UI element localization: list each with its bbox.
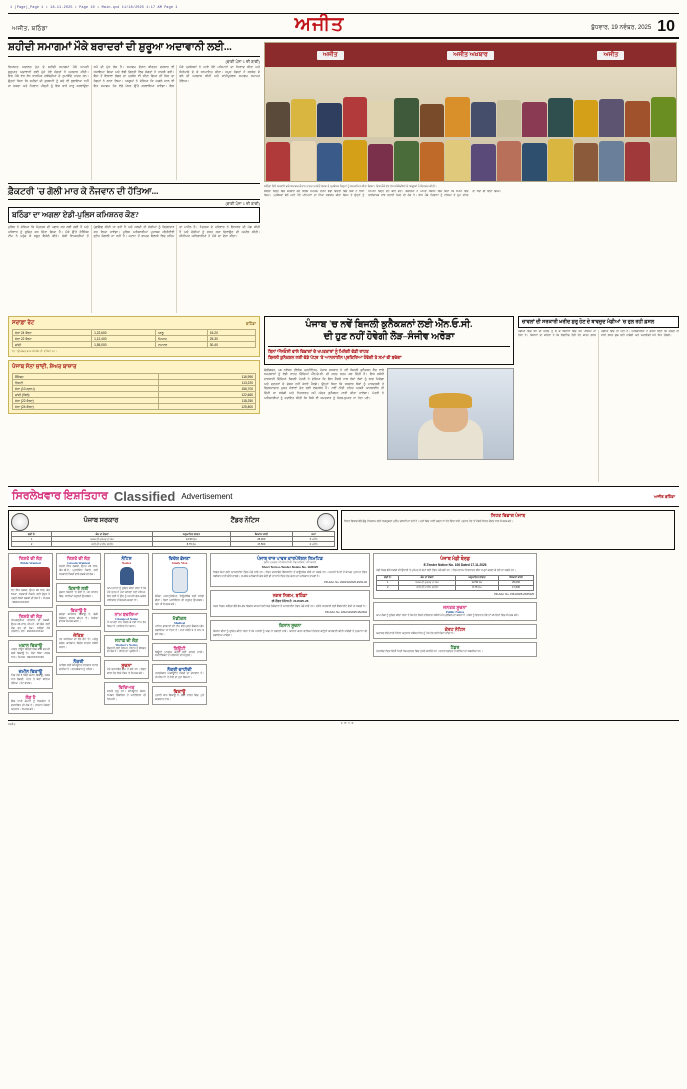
public-notice-subtitle: Public Notice bbox=[445, 609, 465, 614]
photo-stage-banners bbox=[265, 43, 676, 67]
market-box bbox=[8, 360, 260, 414]
public-notice-box[interactable] bbox=[373, 602, 537, 621]
classified-band bbox=[8, 486, 679, 507]
side-story bbox=[518, 316, 679, 482]
photo-crowd bbox=[265, 93, 676, 181]
classified-ad-title: ਵਿਦਿਅਕ bbox=[118, 685, 135, 691]
market-title: ਪੰਜਾਬ ਸੋਨਾ ਚਾਂਦੀ, ਸ਼ੇਅਰ ਬਾਜ਼ਾਰ bbox=[12, 364, 77, 371]
masthead-logo: ਅਜੀਤ bbox=[294, 14, 345, 35]
doctor-illustration-icon bbox=[172, 567, 188, 593]
mandi-r0c3: 25,000 bbox=[499, 580, 534, 585]
veg-row-1-value: 25-30 bbox=[207, 336, 255, 342]
farmer-body: ਕਿਸਾਨ ਵੀਰਾਂ ਨੂੰ ਸੂਚਿਤ ਕੀਤਾ ਜਾਂਦਾ ਹੈ ਕਿ ਪਰਾਲੀ ਨੂੰ ਅੱਗ ਨਾ ਲਗਾਈ ਜਾਵੇ। ਅਜਿਹਾ ਕਰਨ ਵਾਲਿਆਂ ਖ਼ਿਲਾਫ਼ ਕਾਨੂੰਨੀ ਕਾਰਵਾਈ ਕੀਤੀ ਜਾਵੇਗੀ ਤੇ ਜੁਰਮਾਨਾ ਵੀ ਲਗਾਇਆ ਜਾਵੇਗਾ। bbox=[213, 629, 367, 637]
gov-r1c2: 8.75 ਲੱਖ bbox=[153, 542, 230, 547]
classified-ad[interactable] bbox=[152, 553, 207, 610]
gov-r1c1: ਪਾਣੀ ਦੀ ਪਾਈਪ ਲਾਈਨ bbox=[52, 542, 153, 547]
mandi-r1c3: 17,500 bbox=[499, 585, 534, 590]
classified-title-english: Classified bbox=[113, 489, 176, 505]
classified-ad-body: ਇੱਕ ਨਾਮੀ ਕੰਪਨੀ ਨੂੰ ਸੇਲਜ਼ਮੈਨ ਤੇ ਡਰਾਈਵਰ ਦੀ ਲੋੜ ਹੈ। ਤਨਖ਼ਾਹ ਯੋਗਤਾ ਅਨੁਸਾਰ। ਸੰਪਰਕ ਕਰੋ। bbox=[11, 699, 50, 711]
classified-ad-body: ਦਾਖ਼ਲੇ ਸ਼ੁਰੂ ਹਨ। ਕੰਪਿਊਟਰ ਕੋਰਸ, ਸਪੋਕਨ ਇੰਗਲਿਸ਼ ਤੇ ਆਈਲੈਟਸ ਦੀ ਤਿਆਰੀ। bbox=[107, 690, 146, 701]
classified-ad[interactable] bbox=[56, 605, 101, 628]
classified-ad-title: ਜ਼ਮੀਨ ਵਿਕਾਊ bbox=[18, 669, 43, 675]
gov-ads-column-right bbox=[373, 553, 537, 717]
classified-ad-body: ਮੇਰੇ ਦਸਤਾਵੇਜ਼ ਗੁੰਮ ਹੋ ਗਏ ਹਨ। ਲੱਭਣ ਵਾਲਾ ਹੇਠ ਲਿਖੇ ਨੰਬਰ 'ਤੇ ਸੰਪਰਕ ਕਰੇ। bbox=[107, 668, 146, 676]
classified-ad-title: ਰਿਸ਼ਤੇ ਦੀ ਲੋੜ bbox=[18, 613, 43, 619]
masthead-date: ਬੁੱਧਵਾਰ, 19 ਨਵੰਬਰ, 2025 bbox=[591, 25, 652, 31]
classified-ad-body: ਖੱਤਰੀ ਸਿੱਖ ਲੜਕੀ, ਉਮਰ 25 ਸਾਲ, ਐੱਮ.ਬੀ.ਏ., ਪ੍ਰਾਈਵੇਟ ਨੌਕਰੀ, ਲਈ ਸਰਕਾਰੀ ਨੌਕਰੀ ਵਾਲੇ ਲੜਕੇ ਦੀ ਲੋੜ। bbox=[59, 565, 98, 576]
gold-row-0-label: ਸੋਨਾ 24 ਕੈਰਟ bbox=[13, 330, 92, 336]
lead-story bbox=[8, 42, 260, 313]
mandi-th-0: ਲੜੀ ਨੰ: bbox=[377, 575, 399, 580]
public-notice-title: ਜਨਤਕ ਸੂਚਨਾ bbox=[443, 604, 467, 610]
classified-ad[interactable] bbox=[8, 611, 53, 638]
classified-ad-body: ਜੱਟ ਸਿੱਖ ਲੜਕਾ, ਉਮਰ 28 ਸਾਲ, ਕੱਦ 5'10", ਸਰਕਾਰੀ ਨੌਕਰੀ, ਲਈ ਸੁੰਦਰ ਤੇ ਪੜ੍ਹੀ-ਲਿਖੀ ਲੜਕੀ ਦੀ ਲੋੜ ਹੈ। ਸੰਪਰਕ : 98XXXXXX07 bbox=[11, 589, 50, 604]
gov-r0c3: 25,000 bbox=[230, 537, 292, 542]
classified-ad-body: ਰਾਮਗੜ੍ਹੀਆ ਪਰਿਵਾਰ ਦੀ ਲੜਕੀ, ਉਮਰ 26 ਸਾਲ, ਐੱਮ.ਏ., ਬੀ.ਐੱਡ. ਲਈ ਯੋਗ ਵਰ ਦੀ ਲੋੜ। ਬਠਿੰਡਾ ਨੇੜੇ ਤਰਜੀਹ। ਫ਼ੋਨ : 94XXXXXX12 bbox=[11, 618, 50, 634]
classified-ad[interactable] bbox=[56, 553, 101, 580]
mandi-th-1: ਕੰਮ ਦਾ ਵੇਰਵਾ bbox=[399, 575, 455, 580]
market-row-5-label: ਸੋਨਾ (24 ਕੈਰਟ) bbox=[13, 404, 159, 410]
classified-ad-body: ਆਮ ਜਨਤਾ ਨੂੰ ਸੂਚਿਤ ਕੀਤਾ ਜਾਂਦਾ ਹੈ ਕਿ ਮੇਰੇ ਪੁੱਤਰ ਨੇ ਮੇਰਾ ਕਹਿਣਾ ਨਹੀਂ ਮੰਨਿਆ, ਇਸ ਲਈ ਮੈਂ ਉਸ ਨੂੰ ਆਪਣੀ ਚੱਲ-ਅਚੱਲ ਜਾਇਦਾਦ ਤੋਂ ਬੇਦਖ਼ਲ ਕਰਦਾ ਹਾਂ। bbox=[107, 587, 146, 602]
classified-ad-body: ਪੁਰਾਣੀ ਕਾਰ ਵਿਕਾਊ ਹੈ, ਚੰਗੀ ਹਾਲਤ ਵਿਚ, ਪੂਰੇ ਕਾਗ਼ਜ਼ਾਤ ਨਾਲ। bbox=[155, 694, 204, 702]
classified-ad-title: ਰਿਸ਼ਤੇ ਦੀ ਲੋੜ bbox=[66, 556, 91, 562]
classified-ad[interactable] bbox=[56, 656, 101, 675]
page-number: 10 bbox=[657, 18, 675, 35]
mandi-th-2: ਅਨੁਮਾਨਿਤ ਲਾਗਤ bbox=[455, 575, 498, 580]
tent-illustration-icon bbox=[11, 567, 50, 587]
feature-bullet-1: ਬਿਜਲੀ ਕੁਨੈਕਸ਼ਨ ਲਈ ਵੱਡੇ ਪੱਧਰ 'ਤੇ ਆਨਲਾਈਨ ਪ੍ਰਕਿਰਿਆ ਹੋਵੇਗੀ ਤੇ ਸਮਾਂ ਵੀ ਬਚੇਗਾ bbox=[268, 354, 402, 360]
classified-ad-subtitle: Study Visa bbox=[171, 561, 188, 566]
classified-ad-body: ਫੈਕਟਰੀ ਲਈ ਹੈਲਪਰ, ਫਿਟਰ ਤੇ ਵੈਲਡਰ ਦੀ ਲੋੜ ਹੈ। ਰਹਿਣ ਦਾ ਪ੍ਰਬੰਧ ਹੈ। bbox=[107, 646, 146, 654]
lead-body: ਸਿਆਸਤ ਅਦਾਲਤ ਪੁੱਤ ਦੇ ਸ਼ਹੀਦੀ ਸਮਾਗਮਾਂ ਮੌਕੇ ਆਪਣੀ ਸ਼ੁਰੂਆਤ ਅਦਾਵਾਨੀ ਲਈ ਪੁੱਜੇ ਹੋਏ ਸੰਗਤਾਂ ਨੇ ਅਰਦਾਸ ਕੀਤੀ। ਇਸ ਮੌਕੇ ਵੱਖ ਵੱਖ ਧਾਰਮਿਕ ਜਥੇਬੰਦੀਆਂ ਦੇ ਨੁਮਾਇੰਦੇ ਹਾਜ਼ਰ ਸਨ। ਉਨ੍ਹਾਂ ਕਿਹਾ ਕਿ ਸ਼ਹੀਦਾਂ ਦੀ ਕੁਰਬਾਨੀ ਨੂੰ ਕਦੇ ਵੀ ਭੁਲਾਇਆ ਨਹੀਂ ਜਾ ਸਕਦਾ ਅਤੇ ਨੌਜਵਾਨ ਪੀੜ੍ਹੀ ਨੂੰ ਇਸ ਬਾਰੇ ਜਾਣੂ ਕਰਵਾਉਣਾ ਸਮੇਂ ਦੀ ਮੁੱਖ ਲੋੜ ਹੈ। ਸਮਾਗਮ ਦੌਰਾਨ ਕੀਰਤਨ ਦਰਬਾਰ ਵੀ ਸਜਾਇਆ ਗਿਆ ਅਤੇ ਵੱਡੀ ਗਿਣਤੀ ਵਿਚ ਸੰਗਤਾਂ ਨੇ ਹਾਜ਼ਰੀ ਭਰੀ। ਇਸ ਤੋਂ ਇਲਾਵਾ ਲੰਗਰ ਦਾ ਪ੍ਰਬੰਧ ਵੀ ਕੀਤਾ ਗਿਆ ਸੀ ਜਿਸ ਦਾ ਸੰਗਤਾਂ ਨੇ ਲਾਹਾ ਲਿਆ। ਆਗੂਆਂ ਨੇ ਦੱਸਿਆ ਕਿ ਅਗਲੇ ਸਾਲ ਵੀ ਇਹ ਸਮਾਗਮ ਹੋਰ ਵੱਡੇ ਪੱਧਰ ਉੱਤੇ ਕਰਵਾਇਆ ਜਾਵੇਗਾ। ਇਸ ਮੌਕੇ ਪ੍ਰਬੰਧਕਾਂ ਨੇ ਆਏ ਹੋਏ ਮਹਿਮਾਨਾਂ ਦਾ ਧੰਨਵਾਦ ਕੀਤਾ ਅਤੇ ਸਿਰੋਪਾਓ ਦੇ ਕੇ ਸਨਮਾਨਿਤ ਕੀਤਾ। ਸਮੂਹ ਸੰਗਤਾਂ ਨੇ ਸਰਬੱਤ ਦੇ ਭਲੇ ਦੀ ਅਰਦਾਸ ਕੀਤੀ ਅਤੇ ਸ਼ਾਂਤੀਪੂਰਵਕ ਸਮਾਗਮ ਸਮਾਪਤ ਹੋਇਆ। bbox=[8, 65, 260, 88]
gov-notice-table bbox=[11, 531, 335, 547]
classified-ad-title: ਨਾਮ ਬਦਲਿਆ bbox=[114, 611, 139, 617]
veg-row-0-value: 15-20 bbox=[207, 330, 255, 336]
veg-row-0-label: ਆਲੂ bbox=[156, 330, 208, 336]
footer-left: ਅਜੀਤ bbox=[8, 722, 16, 727]
classified-ad-body: ਹਰ ਸਮੱਸਿਆ ਦਾ ਹੱਲ ਫ਼ੋਨ 'ਤੇ। ਘਰੇਲੂ ਕਲੇਸ਼, ਕਾਰੋਬਾਰ, ਵਿਦੇਸ਼ ਯਾਤਰਾ ਸਬੰਧੀ ਸਲਾਹ। bbox=[59, 638, 98, 650]
veg-row-2-value: 30-40 bbox=[207, 342, 255, 348]
pspcl-footer: PR-Advt. No. 2018/12/2025-26/01-02 bbox=[324, 580, 367, 584]
classified-ad-body: ਆਫ਼ਿਸ ਲਈ ਕੰਪਿਊਟਰ ਜਾਣਕਾਰ ਸਟਾਫ਼ ਚਾਹੀਦਾ ਹੈ। ਤਜਰਬੇਕਾਰ ਨੂੰ ਪਹਿਲ। bbox=[59, 664, 98, 671]
mandi-r1c1: ਪਾਣੀ ਦੀ ਪਾਈਪ ਲਾਈਨ bbox=[399, 585, 455, 590]
classified-ad[interactable] bbox=[104, 660, 149, 679]
classified-ad-title: ਵਿਕਾਊ ਹੈ bbox=[70, 607, 87, 613]
gold-rate-box bbox=[8, 316, 260, 357]
feature-bullet-0: ਬਿਨਾਂ ਐੱਨਓਸੀ ਵਾਲੇ ਵਿਭਾਗਾਂ ਦੇ ਖਪਤਕਾਰਾਂ ਨੂੰ ਮਿਲੇਗੀ ਵੱਡੀ ਰਾਹਤ bbox=[268, 348, 369, 354]
classified-ad-body: ਮਾਹਿਰ ਡਾਕਟਰਾਂ ਦੀ ਟੀਮ ਵੱਲੋਂ ਮੁਫ਼ਤ ਚੈੱਕਅੱਪ ਕੈਂਪ ਲਗਾਇਆ ਜਾ ਰਿਹਾ ਹੈ। ਸਮਾਂ ਸਵੇਰੇ 9 ਤੋਂ ਸ਼ਾਮ 5 ਵਜੇ ਤੱਕ। bbox=[155, 624, 204, 636]
masthead bbox=[8, 13, 679, 39]
pspcl-notice-number: Short Term e-Tender Notice No. 19/2025 bbox=[261, 565, 319, 570]
classified-ad[interactable] bbox=[56, 630, 101, 653]
gold-row-2-value: 1,55,000 bbox=[92, 342, 156, 348]
gov-r1c4: 2 ਮਹੀਨੇ bbox=[293, 542, 335, 547]
market-row-5-value: 125,800 bbox=[158, 404, 256, 410]
classified-ad-title: ਕਿਰਾਏ ਲਈ bbox=[68, 585, 89, 591]
rates-block bbox=[8, 316, 260, 482]
classified-ad[interactable] bbox=[104, 553, 149, 606]
classified-ad-body: ਮਾਡਲ ਟਾਊਨ ਬਠਿੰਡਾ ਵਿਚ 250 ਗਜ਼ ਦੀ ਕੋਠੀ ਵਿਕਾਊ ਹੈ। ਸੌਦਾ ਸਿੱਧਾ ਮਾਲਕ ਨਾਲ। ਸੰਪਰਕ : 99XXXXXX45 bbox=[11, 648, 50, 660]
color-bars-label: C M Y K bbox=[340, 722, 354, 726]
classified-ad[interactable] bbox=[8, 553, 53, 608]
pspcl-subheading: (ਰਜਿ: ਦਫ਼ਤਰ: ਪੀ.ਐੱਸ.ਈ.ਬੀ. ਹੈੱਡ ਆਫ਼ਿਸ, ਪਟਿਆਲਾ) bbox=[263, 561, 317, 565]
classified-ad[interactable] bbox=[152, 664, 207, 683]
mandi-heading: ਪੰਜਾਬ ਮੰਡੀ ਬੋਰਡ bbox=[440, 557, 470, 563]
mandi-r1c2: 8.75 ਲੱਖ bbox=[455, 585, 498, 590]
classified-ad[interactable] bbox=[56, 583, 101, 602]
top-section bbox=[8, 42, 679, 313]
classified-ad-title: ਸਟਾਫ਼ ਦੀ ਲੋੜ bbox=[114, 637, 139, 643]
photo-block bbox=[264, 42, 677, 313]
mid-section bbox=[8, 316, 679, 482]
page-footer bbox=[8, 720, 679, 726]
gov-ad-farmer[interactable] bbox=[210, 620, 370, 641]
gov-ad-mandi[interactable] bbox=[373, 553, 537, 599]
gov-r0c1: ਸੜਕ ਦੀ ਮੁਰੰਮਤ ਦਾ ਕੰਮ bbox=[52, 537, 153, 542]
lead-headline: ਸ਼ਹੀਦੀ ਸਮਾਗਮਾਂ ਮੌਕੇ ਬਰਾਦਰਾਂ ਦੀ ਸ਼ੁਰੂਆ ਅਦਾਵਾਨੀ ਲਈ... bbox=[8, 42, 260, 57]
classified-corner-label: ਅਜੀਤ ਬਠਿੰਡਾ bbox=[653, 494, 675, 500]
table-row bbox=[377, 585, 534, 590]
banner-center: ਅਜੀਤ ਅਖ਼ਬਾਰ bbox=[447, 51, 494, 60]
market-row-3-label: ਚਾਂਦੀ (ਕਿਲੋ) bbox=[13, 392, 159, 398]
municipal-notice-number: ਈ-ਟੈਂਡਰ ਨੋਟਿਸ ਨੰ: 21/2025-26 bbox=[271, 598, 309, 603]
gov-ad-health-body: ਸਿਹਤ ਵਿਭਾਗ ਵੱਲੋਂ ਡੇਂਗੂ ਤੋਂ ਬਚਾਅ ਲਈ ਜਾਗਰੂਕਤਾ ਮੁਹਿੰਮ ਚਲਾਈ ਜਾ ਰਹੀ ਹੈ। ਘਰਾਂ ਵਿਚ ਪਾਣੀ ਖੜ੍ਹਾ ਨਾ ਹੋਣ ਦਿੱਤਾ ਜਾਵੇ। ਬੁਖ਼ਾਰ ਹੋਣ 'ਤੇ ਨੇੜਲੇ ਸਿਹਤ ਕੇਂਦਰ ਨਾਲ ਸੰਪਰਕ ਕਰੋ। bbox=[344, 520, 513, 524]
market-row-2-label: ਸੋਨਾ (10 ਗ੍ਰਾਮ) bbox=[13, 386, 159, 392]
classified-title-punjabi: ਸਿਰਲੇਖਵਾਰ ਇਸ਼ਤਿਹਾਰ bbox=[12, 490, 108, 503]
banner-left: ਅਜੀਤ bbox=[317, 51, 344, 60]
classified-ad-body: ਤਜਰਬੇਕਾਰ ਅਕਾਊਂਟੈਂਟ ਨੌਕਰੀ ਦਾ ਚਾਹਵਾਨ ਹੈ। ਜੀ.ਐੱਸ.ਟੀ. ਤੇ ਟੈਲੀ ਦਾ ਪੂਰਾ ਗਿਆਨ। bbox=[155, 672, 204, 680]
municipal-footer: PR-Advt. No. 1812/12/2025-26/2304 bbox=[325, 610, 367, 614]
gov-r0c0: 1 bbox=[12, 537, 52, 542]
classified-ad-title: ਜੋਤਿਸ਼ bbox=[73, 633, 84, 639]
classified-ad-subtitle: Worker's Notice bbox=[115, 642, 138, 647]
mandi-notice-number: E-Tender Notice No. 106 Dated 17.11.2025 bbox=[423, 563, 487, 568]
classified-ad-body: ਪਿੰਡ ਨੇੜੇ 5 ਕਿੱਲੇ ਜ਼ਮੀਨ ਵਿਕਾਊ, ਸੜਕ ਨਾਲ ਲੱਗਦੀ, ਮੋਟਰ ਤੇ ਕੋਠਾ ਬਣਿਆ ਹੋਇਆ। ਰੇਟ ਵਾਜਬ। bbox=[11, 674, 50, 685]
classified-ad-title: ਨੌਕਰੀ ਚਾਹੀਦੀ bbox=[167, 667, 192, 673]
table-row bbox=[12, 542, 335, 547]
second-box-headline: ਬਠਿੰਡਾ ਦਾ ਅਗਲਾ ਏਡੀ-ਪੁਲਿਸ ਕਮਿਸ਼ਨਰ ਕੌਣ? bbox=[8, 207, 260, 223]
feature-portrait bbox=[387, 368, 514, 460]
veg-row-1-label: ਪਿਆਜ਼ bbox=[156, 336, 208, 342]
classified-column-4 bbox=[152, 553, 207, 717]
classified-column-3 bbox=[104, 553, 149, 717]
print-slug-text: 1 (Page)_Page 1 • 18-11-2025 • Page 10 • Main.qxd 11/18/2025 1:17 AM Page 1 bbox=[10, 6, 178, 10]
mandi-r0c0: 1 bbox=[377, 580, 399, 585]
classified-ad[interactable] bbox=[152, 686, 207, 705]
court-notice-body: ਅਦਾਲਤ ਵੱਲੋਂ ਜਾਰੀ ਨੋਟਿਸ ਅਨੁਸਾਰ ਸਬੰਧਤ ਧਿਰ ਨੂੰ ਪੇਸ਼ ਹੋਣ ਲਈ ਕਿਹਾ ਜਾਂਦਾ ਹੈ। bbox=[376, 631, 455, 635]
second-body: ਪੁਲਿਸ ਨੇ ਦੱਸਿਆ ਕਿ ਮ੍ਰਿਤਕ ਦੀ ਪਛਾਣ ਕਰ ਲਈ ਗਈ ਹੈ ਅਤੇ ਪਰਿਵਾਰ ਨੂੰ ਸੂਚਿਤ ਕਰ ਦਿੱਤਾ ਗਿਆ ਹੈ। ਮੌਕੇ ਉੱਤੇ ਫੋਰੈਂਸਿਕ ਟੀਮ ਨੇ ਪਹੁੰਚ ਕੇ ਸਬੂਤ ਇਕੱਠੇ ਕੀਤੇ। ਸ਼ੱਕੀ ਵਿਅਕਤੀਆਂ ਤੋਂ ਪੁੱਛਗਿੱਛ ਕੀਤੀ ਜਾ ਰਹੀ ਹੈ ਅਤੇ ਜਲਦੀ ਹੀ ਦੋਸ਼ੀਆਂ ਨੂੰ ਗ੍ਰਿਫ਼ਤਾਰ ਕਰ ਲਿਆ ਜਾਵੇਗਾ। ਪੁਲਿਸ ਅਧਿਕਾਰੀਆਂ ਮੁਤਾਬਕ ਸੀਸੀਟੀਵੀ ਫੁਟੇਜ ਖੰਗਾਲੀ ਜਾ ਰਹੀ ਹੈ। ਘਟਨਾ ਤੋਂ ਬਾਅਦ ਇਲਾਕੇ ਵਿਚ ਸਹਿਮ ਦਾ ਮਾਹੌਲ ਹੈ। ਮ੍ਰਿਤਕ ਦੇ ਪਰਿਵਾਰ ਨੇ ਇਨਸਾਫ਼ ਦੀ ਮੰਗ ਕੀਤੀ ਹੈ ਅਤੇ ਦੋਸ਼ੀਆਂ ਨੂੰ ਸਖ਼ਤ ਸਜ਼ਾ ਦਿਵਾਉਣ ਦੀ ਅਪੀਲ ਕੀਤੀ। ਸੀਨੀਅਰ ਅਧਿਕਾਰੀਆਂ ਨੇ ਮੌਕੇ ਦਾ ਦੌਰਾ ਕੀਤਾ। bbox=[8, 225, 260, 239]
photo-caption: ਬਠਿੰਡਾ ਵਿਖੇ ਕਰਵਾਏ ਗਏ ਸਮਾਗਮ ਦੌਰਾਨ ਹਾਜ਼ਰ ਪਤਵੰਤੇ ਸੱਜਣ ਤੇ ਪ੍ਰਬੰਧਕ ਜਿਨ੍ਹਾਂ ਨੂੰ ਸਨਮਾਨਿਤ ਕੀਤਾ ਗਿਆ। ਇਸ ਮੌਕੇ ਵੱਖ ਵੱਖ ਜਥੇਬੰਦੀਆਂ ਦੇ ਆਗੂਆਂ ਨੇ ਸ਼ਿਰਕਤ ਕੀਤੀ। bbox=[264, 184, 437, 188]
masthead-edition: ਅਜੀਤ, ਬਠਿੰਡਾ bbox=[12, 26, 48, 32]
gold-row-2-label: ਚਾਂਦੀ bbox=[13, 342, 92, 348]
veg-row-2-label: ਟਮਾਟਰ bbox=[156, 342, 208, 348]
classified-ad[interactable] bbox=[104, 635, 149, 658]
lead-kicker: (ਬਾਕੀ ਪੰਨਾ 1 ਦੀ ਬਾਕੀ) bbox=[225, 59, 260, 65]
classified-ad[interactable] bbox=[104, 609, 149, 632]
side-body: ਮੰਡੀਆਂ ਵਿਚ ਝੋਨੇ ਦੀ ਖ਼ਰੀਦ ਨੂੰ ਲੈ ਕੇ ਕਿਸਾਨਾਂ ਵਿਚ ਰੋਸ ਪਾਇਆ ਜਾ ਰਿਹਾ ਹੈ। ਕਿਸਾਨਾਂ ਦਾ ਕਹਿਣਾ ਹੈ ਕਿ ਲਿਫ਼ਟਿੰਗ ਹੌਲੀ ਹੋਣ ਕਾਰਨ ਫ਼ਸਲ ਮੰਡੀਆਂ ਵਿਚ ਹੀ ਪਈ ਹੈ। ਅਧਿਕਾਰੀਆਂ ਨੇ ਭਰੋਸਾ ਦਿੱਤਾ ਕਿ ਜਲਦੀ ਹੀ ਸਾਰੀ ਫ਼ਸਲ ਚੁੱਕ ਲਈ ਜਾਵੇਗੀ ਅਤੇ ਅਦਾਇਗੀ ਸਮੇਂ ਸਿਰ ਹੋਵੇਗੀ। bbox=[518, 330, 679, 337]
market-row-2-value: 156,700 bbox=[158, 386, 256, 392]
mandi-footer: PR-Advt. No. 1561/2025-26/05125 bbox=[494, 592, 534, 596]
classified-ad[interactable] bbox=[152, 613, 207, 640]
market-row-1-value: 113,220 bbox=[158, 380, 256, 386]
classified-ad-title: ਮਕਾਨ ਵਿਕਾਊ bbox=[18, 643, 43, 649]
second-headline: ਫ਼ੈਕਟਰੀ 'ਚ ਗੋਲੀ ਮਾਰ ਕੇ ਨੌਜਵਾਨ ਦੀ ਹੱਤਿਆ... bbox=[8, 183, 260, 200]
classified-ad-title: ਵਿਕਾਊ bbox=[173, 689, 186, 695]
gov-r0c4: 3 ਮਹੀਨੇ bbox=[293, 537, 335, 542]
gov-title-left: ਪੰਜਾਬ ਸਰਕਾਰ bbox=[83, 516, 119, 524]
farmer-heading: ਕਿਸਾਨ ਸੂਚਨਾ bbox=[278, 622, 302, 628]
classified-ad-title: ਰਿਸ਼ਤੇ ਦੀ ਲੋੜ bbox=[18, 556, 43, 562]
classified-column-1 bbox=[8, 553, 53, 717]
second-kicker: (ਬਾਕੀ ਪੰਨਾ 1 ਦੀ ਬਾਕੀ) bbox=[225, 201, 260, 207]
feature-body: ਚੰਡੀਗੜ੍ਹ, 18 ਨਵੰਬਰ (ਵਿਸ਼ੇਸ਼ ਪ੍ਰਤੀਨਿਧ)- ਪੰਜਾਬ ਸਰਕਾਰ ਨੇ ਨਵੇਂ ਬਿਜਲੀ ਕੁਨੈਕਸ਼ਨ ਲੈਣ ਵਾਲੇ ਖਪਤਕਾਰਾਂ ਨੂੰ ਵੱਡੀ ਰਾਹਤ ਦਿੰਦਿਆਂ ਐੱਨ.ਓ.ਸੀ. ਦੀ ਸ਼ਰਤ ਖ਼ਤਮ ਕਰ ਦਿੱਤੀ ਹੈ। ਇਸ ਸਬੰਧੀ ਜਾਣਕਾਰੀ ਦਿੰਦਿਆਂ ਬਿਜਲੀ ਮੰਤਰੀ ਨੇ ਦੱਸਿਆ ਕਿ ਇਸ ਫ਼ੈਸਲੇ ਨਾਲ ਲੱਖਾਂ ਲੋਕਾਂ ਨੂੰ ਲਾਭ ਮਿਲੇਗਾ ਅਤੇ ਦਫ਼ਤਰਾਂ ਦੇ ਚੱਕਰ ਨਹੀਂ ਕੱਟਣੇ ਪੈਣਗੇ। ਉਨ੍ਹਾਂ ਕਿਹਾ ਕਿ ਸਰਕਾਰ ਲੋਕਾਂ ਨੂੰ ਪਾਰਦਰਸ਼ੀ ਤੇ ਭ੍ਰਿਸ਼ਟਾਚਾਰ ਮੁਕਤ ਸੇਵਾਵਾਂ ਦੇਣ ਲਈ ਵਚਨਬੱਧ ਹੈ। ਨਵੀਂ ਨੀਤੀ ਤਹਿਤ ਅਰਜ਼ੀ ਆਨਲਾਈਨ ਹੀ ਦਿੱਤੀ ਜਾ ਸਕੇਗੀ ਅਤੇ ਨਿਰਧਾਰਤ ਸਮੇਂ ਅੰਦਰ ਕੁਨੈਕਸ਼ਨ ਜਾਰੀ ਕੀਤਾ ਜਾਵੇਗਾ। ਮੰਤਰੀ ਨੇ ਅਧਿਕਾਰੀਆਂ ਨੂੰ ਹਦਾਇਤ ਕੀਤੀ ਕਿ ਕਿਸੇ ਵੀ ਖਪਤਕਾਰ ਨੂੰ ਖੱਜਲ-ਖੁਆਰ ਨਾ ਹੋਣਾ ਪਵੇ। bbox=[264, 367, 384, 400]
gov-ad-health-heading: ਸਿਹਤ ਵਿਭਾਗ ਪੰਜਾਬ bbox=[490, 513, 526, 519]
classified-ad-title: ਨੋਟਿਸ bbox=[121, 556, 132, 562]
gov-r0c2: 12.50 ਲੱਖ bbox=[153, 537, 230, 542]
classified-ad-title: ਸੂਚਨਾ bbox=[121, 663, 132, 669]
classified-ad-body: ਕੈਨੇਡਾ, ਆਸਟ੍ਰੇਲੀਆ, ਨਿਊਜ਼ੀਲੈਂਡ ਲਈ ਸਟੱਡੀ ਵੀਜ਼ਾ। ਬਿਨਾਂ ਆਈਲੈਟਸ ਵੀ ਸਹੂਲਤ ਉਪਲਬਧ। ਅੱਜ ਹੀ ਸੰਪਰਕ ਕਰੋ। bbox=[155, 595, 204, 606]
classified-ad[interactable] bbox=[8, 692, 53, 715]
market-row-4-label: ਸੋਨਾ (22 ਕੈਰਟ) bbox=[13, 398, 159, 404]
pspcl-body: ਸਿਵਲ ਕੰਮਾਂ ਲਈ ਆਨਲਾਈਨ ਟੈਂਡਰ ਮੰਗੇ ਜਾਂਦੇ ਹਨ। ਟੈਂਡਰ ਦਸਤਾਵੇਜ਼ ਵੈੱਬਸਾਈਟ ਤੋਂ ਡਾਊਨਲੋਡ ਕੀਤੇ ਜਾ ਸਕਦੇ ਹਨ। ਆਖ਼ਰੀ ਮਿਤੀ ਤੋਂ ਬਾਅਦ ਪ੍ਰਾਪਤ ਟੈਂਡਰ ਸਵੀਕਾਰ ਨਹੀਂ ਕੀਤੇ ਜਾਣਗੇ। ਸਮਰੱਥ ਅਧਿਕਾਰੀ ਕੋਲ ਕੋਈ ਵੀ ਜਾਂ ਸਾਰੇ ਟੈਂਡਰ ਰੱਦ ਕਰਨ ਦਾ ਅਧਿਕਾਰ ਰਾਖਵਾਂ ਹੈ। bbox=[213, 571, 367, 578]
gold-row-0-value: 1,22,600 bbox=[92, 330, 156, 336]
mandi-body: ਮੰਡੀ ਬੋਰਡ ਵੱਲੋਂ ਸੜਕਾਂ ਦੀ ਉਸਾਰੀ ਤੇ ਮੁਰੰਮਤ ਦੇ ਕੰਮਾਂ ਲਈ ਟੈਂਡਰ ਮੰਗੇ ਗਏ ਹਨ। ਟੈਂਡਰ ਫ਼ਾਰਮ ਨਿਰਧਾਰਤ ਫ਼ੀਸ ਜਮ੍ਹਾਂ ਕਰਵਾ ਕੇ ਲਏ ਜਾ ਸਕਦੇ ਹਨ। bbox=[376, 569, 516, 573]
gold-rate-city: ਬਠਿੰਡਾ bbox=[245, 321, 256, 327]
gov-th-1: ਕੰਮ ਦਾ ਵੇਰਵਾ bbox=[52, 532, 153, 537]
feature-story bbox=[264, 316, 514, 482]
gov-th-3: ਬਿਆਨਾ ਰਾਸ਼ੀ bbox=[230, 532, 292, 537]
side-headline: ਚਾਵਲਾਂ ਦੀ ਸਰਕਾਰੀ ਖ਼ਰੀਦ ਸ਼ੁਰੂ ਹੋਣ ਦੇ ਬਾਵਜੂਦ ਮੰਡੀਆਂ 'ਚ ਰੁਲ ਰਹੀ ਫ਼ਸਲ bbox=[518, 316, 679, 328]
public-notice-body: ਆਮ ਲੋਕਾਂ ਨੂੰ ਸੂਚਿਤ ਕੀਤਾ ਜਾਂਦਾ ਹੈ ਕਿ ਹੇਠ ਲਿਖੀ ਜਾਇਦਾਦ ਸਬੰਧੀ ਮੇਰੇ ਮੁਵੱਕਿਲ ਦਾ ਕਬਜ਼ਾ ਹੈ। ਕਿਸੇ ਨੂੰ ਇਤਰਾਜ਼ ਹੋਵੇ ਤਾਂ 15 ਦਿਨਾਂ ਵਿਚ ਸੰਪਰਕ ਕਰੇ। bbox=[376, 613, 520, 617]
classified-ad-title: ਵਿਦੇਸ਼ ਭੇਜਣਾ bbox=[168, 556, 191, 562]
mandi-r0c1: ਸੜਕ ਦੀ ਮੁਰੰਮਤ ਦਾ ਕੰਮ bbox=[399, 580, 455, 585]
gov-th-0: ਲੜੀ ਨੰ: bbox=[12, 532, 52, 537]
mandi-th-3: ਬਿਆਨਾ ਰਾਸ਼ੀ bbox=[499, 575, 534, 580]
classified-subtitle: Advertisement bbox=[181, 492, 233, 502]
gov-th-4: ਸਮਾਂ bbox=[293, 532, 335, 537]
person-illustration-icon bbox=[120, 567, 134, 585]
gov-r1c3: 17,500 bbox=[230, 542, 292, 547]
gov-th-2: ਅਨੁਮਾਨਿਤ ਲਾਗਤ bbox=[153, 532, 230, 537]
feature-headline-1: ਪੰਜਾਬ 'ਚ ਨਵੇਂ ਬਿਜਲੀ ਕੁਨੈਕਸ਼ਨਾਂ ਲਈ ਐੱਨ.ਓ.ਸੀ. bbox=[305, 320, 473, 331]
gold-row-1-value: 1,12,400 bbox=[92, 336, 156, 342]
market-row-0-label: ਸੈਂਸੈਕਸ bbox=[13, 374, 159, 380]
classified-grid bbox=[8, 553, 679, 717]
classified-ad-subtitle: Groom Wanted bbox=[67, 561, 90, 566]
classified-ad[interactable] bbox=[152, 643, 207, 662]
state-emblem-icon bbox=[11, 513, 29, 531]
classified-ad-title: ਲੋੜ ਹੈ bbox=[25, 694, 36, 700]
gold-rate-title: ਸਰਾਫ਼ਾ ਰੇਟ bbox=[12, 320, 35, 327]
classified-ad-body: ਮੈਂ ਆਪਣਾ ਨਾਮ ਬਦਲ ਕੇ ਨਵਾਂ ਨਾਮ ਰੱਖ ਲਿਆ ਹੈ। ਸਬੰਧਤ ਨੋਟ ਕਰਨ। bbox=[107, 620, 146, 628]
classified-ad-subtitle: Change of Name bbox=[115, 616, 138, 621]
banner-right: ਅਜੀਤ bbox=[597, 51, 624, 60]
tender-notice-body: ਮੋਹਰਬੰਦ ਟੈਂਡਰ ਦਿੱਤੀ ਮਿਤੀ ਤੱਕ ਦਫ਼ਤਰ ਵਿਚ ਪੁੱਜਣੇ ਚਾਹੀਦੇ ਹਨ। ਸ਼ਰਤਾਂ ਦਫ਼ਤਰ ਤੋਂ ਲਈਆਂ ਜਾ ਸਕਦੀਆਂ ਹਨ। bbox=[376, 649, 483, 653]
feature-headline-2: ਦੀ ਹੁਣ ਨਹੀਂ ਹੋਵੇਗੀ ਲੋੜ–ਸੰਜੀਵ ਅਰੋੜਾ bbox=[323, 331, 455, 342]
classified-ad[interactable] bbox=[104, 682, 149, 705]
municipal-body: ਨਗਰ ਨਿਗਮ ਬਠਿੰਡਾ ਵੱਲੋਂ ਵੱਖ-ਵੱਖ ਵਿਕਾਸ ਕਾਰਜਾਂ ਲਈ ਯੋਗ ਠੇਕੇਦਾਰਾਂ ਤੋਂ ਆਨਲਾਈਨ ਟੈਂਡਰ ਮੰਗੇ ਜਾਂਦੇ ਹਨ। ਵਧੇਰੇ ਜਾਣਕਾਰੀ ਲਈ ਵੈੱਬਸਾਈਟ ਵੇਖੀ ਜਾ ਸਕਦੀ ਹੈ। bbox=[213, 604, 367, 608]
gov-notice-box bbox=[8, 510, 338, 550]
main-photo bbox=[264, 42, 677, 182]
tender-notice-box[interactable] bbox=[373, 642, 537, 657]
classified-ad[interactable] bbox=[8, 666, 53, 689]
market-table bbox=[12, 373, 256, 410]
print-slug bbox=[8, 6, 679, 11]
mandi-table bbox=[376, 575, 534, 591]
classified-ad-title: ਨੌਕਰੀ bbox=[73, 659, 84, 665]
classified-ad-title: ਮੈਡੀਕਲ bbox=[172, 615, 187, 621]
tender-notice-title: ਟੈਂਡਰ bbox=[450, 644, 460, 650]
gov-ad-municipal[interactable] bbox=[210, 590, 370, 617]
court-notice-box[interactable] bbox=[373, 624, 537, 639]
department-emblem-icon bbox=[317, 513, 335, 531]
government-bar bbox=[8, 510, 679, 550]
market-row-3-value: 122,660 bbox=[158, 392, 256, 398]
gov-r1c0: 2 bbox=[12, 542, 52, 547]
gov-ads-column-left bbox=[210, 553, 370, 717]
classified-ad-subtitle: Notice bbox=[121, 561, 132, 566]
photo-story-body: ਬਠਿੰਡਾ ਜ਼ਿਲ੍ਹੇ ਵਿਚ ਕਰਵਾਏ ਗਏ ਵਿਸ਼ੇਸ਼ ਸਮਾਗਮ ਦੌਰਾਨ ਵੱਡੀ ਗਿਣਤੀ ਵਿਚ ਲੋਕਾਂ ਨੇ ਹਿੱਸਾ ਲਿਆ। ਪ੍ਰਬੰਧਕਾਂ ਵੱਲੋਂ ਆਏ ਹੋਏ ਮਹਿਮਾਨਾਂ ਦਾ ਨਿੱਘਾ ਸਵਾਗਤ ਕੀਤਾ ਗਿਆ ਤੇ ਉਨ੍ਹਾਂ ਨੂੰ ਸਨਮਾਨ ਚਿੰਨ੍ਹ ਭੇਟ ਕੀਤੇ ਗਏ। ਵਕਤਿਆਂ ਨੇ ਆਪਣੇ ਸੰਬੋਧਨ ਵਿਚ ਕਿਹਾ ਕਿ ਸਮਾਜ ਵਿਚ ਭਾਈਚਾਰਕ ਸਾਂਝ ਬਣਾਈ ਰੱਖਣ ਦੀ ਲੋੜ ਹੈ। ਇਸ ਮੌਕੇ ਨੌਜਵਾਨਾਂ ਨੂੰ ਨਸ਼ਿਆਂ ਤੋਂ ਦੂਰ ਰਹਿਣ ਦਾ ਸੱਦਾ ਵੀ ਦਿੱਤਾ ਗਿਆ। bbox=[264, 190, 502, 197]
gold-row-1-label: ਸੋਨਾ 22 ਕੈਰਟ bbox=[13, 336, 92, 342]
gov-ad-pspcl[interactable] bbox=[210, 553, 370, 587]
classified-ad-body: ਬਿਊਟੀ ਪਾਰਲਰ ਕੋਰਸ ਲਈ ਦਾਖ਼ਲੇ ਜਾਰੀ। ਸਰਟੀਫਿਕੇਟ ਤੇ ਪਲੇਸਮੈਂਟ ਦੀ ਸਹੂਲਤ। bbox=[155, 650, 204, 658]
classified-ad-body: ਦੁਕਾਨ ਕਿਰਾਏ 'ਤੇ ਦੇਣੀ ਹੈ, ਮੇਨ ਬਾਜ਼ਾਰ ਵਿਚ, ਸਾਰੀਆਂ ਸਹੂਲਤਾਂ ਉਪਲਬਧ। bbox=[59, 590, 98, 598]
classified-ad-subtitle: Medical bbox=[174, 620, 185, 625]
mandi-r0c2: 12.50 ਲੱਖ bbox=[455, 580, 498, 585]
classified-ad[interactable] bbox=[8, 640, 53, 663]
pspcl-heading: ਪੰਜਾਬ ਰਾਜ ਪਾਵਰ ਕਾਰਪੋਰੇਸ਼ਨ ਲਿਮਟਿਡ bbox=[257, 556, 323, 562]
classified-ad-subtitle: Bride Wanted bbox=[20, 561, 41, 566]
mandi-r1c0: 2 bbox=[377, 585, 399, 590]
municipal-heading: ਨਗਰ ਨਿਗਮ, ਬਠਿੰਡਾ bbox=[272, 592, 308, 598]
gov-ad-health bbox=[341, 510, 675, 550]
gold-rate-note: ਨੋਟ : ਉਪਰੋਕਤ ਭਾਅ ਜੀ.ਐੱਸ.ਟੀ. ਤੋਂ ਬਿਨਾਂ ਹਨ। bbox=[12, 350, 57, 354]
market-row-0-value: 116,990 bbox=[158, 374, 256, 380]
classified-ad-body: ਚਲਦਾ ਕਾਰੋਬਾਰ ਵਿਕਾਊ ਹੈ, ਚੰਗੀ ਲੋਕੇਸ਼ਨ, ਵਾਜਬ ਕੀਮਤ 'ਤੇ। ਸੰਜੀਦਾ ਗਾਹਕ ਸੰਪਰਕ ਕਰਨ। bbox=[59, 612, 98, 624]
classified-ad-title: ਬਿਊਟੀ bbox=[173, 645, 186, 651]
market-row-4-value: 118,250 bbox=[158, 398, 256, 404]
classified-column-2 bbox=[56, 553, 101, 717]
court-notice-title: ਕੋਰਟ ਨੋਟਿਸ bbox=[444, 626, 466, 632]
gov-title-right: ਟੈਂਡਰ ਨੋਟਿਸ bbox=[230, 516, 260, 524]
gold-rate-table bbox=[12, 329, 256, 348]
market-row-1-label: ਨਿਫਟੀ bbox=[13, 380, 159, 386]
